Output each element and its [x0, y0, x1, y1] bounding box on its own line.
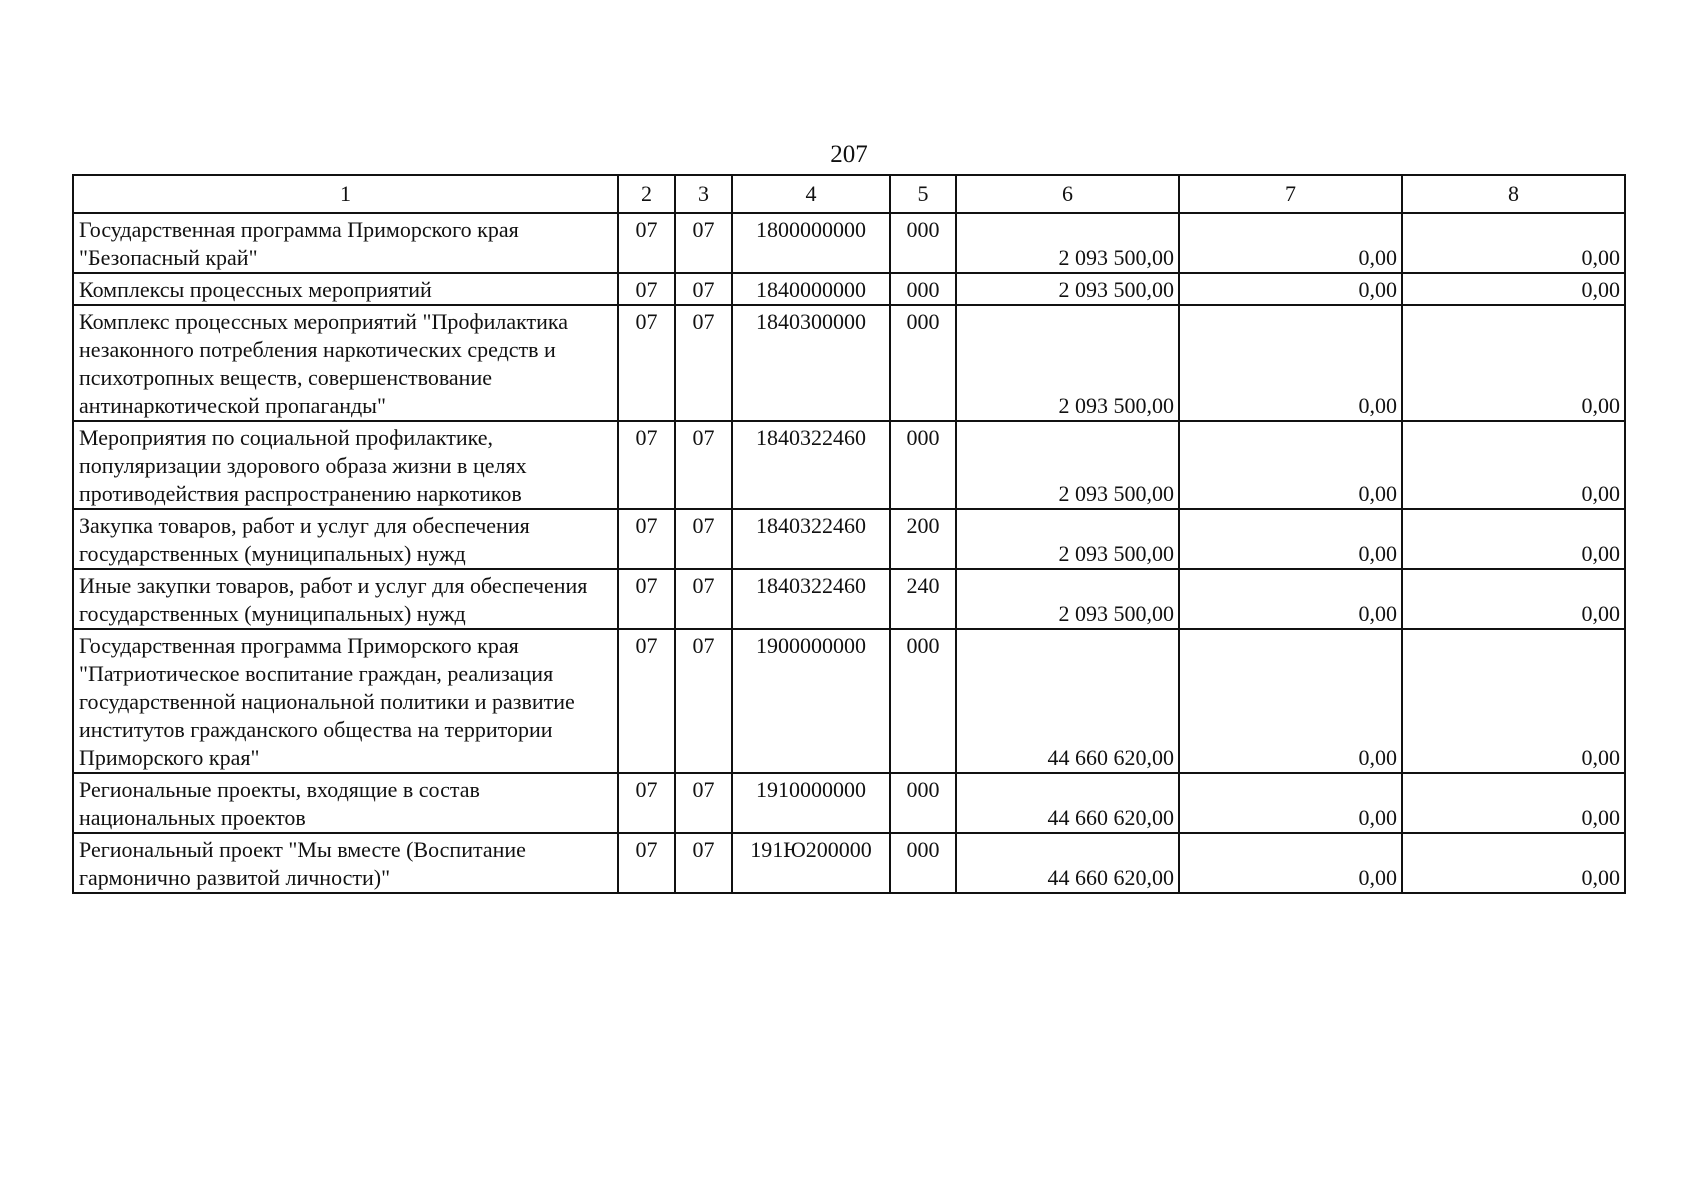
table-row	[73, 833, 1625, 893]
amount-col-8-cell: 0,00	[1402, 273, 1625, 305]
amount-col-6-cell: 44 660 620,00	[956, 833, 1179, 893]
amount-col-8-cell: 0,00	[1402, 213, 1625, 273]
target-article-cell: 1840322460	[732, 569, 890, 629]
amount-col-7-cell: 0,00	[1179, 569, 1402, 629]
header-row	[73, 175, 1625, 213]
row-name-cell: Государственная программа Приморского края "Патриотическое воспитание граждан, реализация государственной национальной политики и развитие институтов гражданского общества на территории Приморского края"	[73, 629, 618, 773]
amount-col-8-cell: 0,00	[1402, 569, 1625, 629]
amount-col-7-cell: 0,00	[1179, 773, 1402, 833]
table-row	[73, 421, 1625, 509]
table-row	[73, 773, 1625, 833]
section-code-cell: 07	[618, 629, 675, 773]
page-number: 207	[830, 141, 868, 168]
row-name-cell: Закупка товаров, работ и услуг для обеспечения государственных (муниципальных) нужд	[73, 509, 618, 569]
table-row	[73, 305, 1625, 421]
row-name-cell: Региональный проект "Мы вместе (Воспитание гармонично развитой личности)"	[73, 833, 618, 893]
amount-col-7-cell: 0,00	[1179, 421, 1402, 509]
header-col-4: 4	[732, 175, 890, 213]
amount-col-6-cell: 2 093 500,00	[956, 273, 1179, 305]
subsection-code-cell: 07	[675, 273, 732, 305]
table-row	[73, 213, 1625, 273]
subsection-code-cell: 07	[675, 421, 732, 509]
amount-col-7-cell: 0,00	[1179, 833, 1402, 893]
amount-col-7-cell: 0,00	[1179, 629, 1402, 773]
section-code-cell: 07	[618, 273, 675, 305]
amount-col-7-cell: 0,00	[1179, 305, 1402, 421]
expense-type-cell: 000	[890, 273, 956, 305]
target-article-cell: 1910000000	[732, 773, 890, 833]
budget-table	[72, 174, 1626, 894]
target-article-cell: 1800000000	[732, 213, 890, 273]
header-col-7: 7	[1179, 175, 1402, 213]
subsection-code-cell: 07	[675, 509, 732, 569]
expense-type-cell: 000	[890, 773, 956, 833]
table-row	[73, 629, 1625, 773]
subsection-code-cell: 07	[675, 833, 732, 893]
target-article-cell: 1840300000	[732, 305, 890, 421]
amount-col-6-cell: 2 093 500,00	[956, 509, 1179, 569]
section-code-cell: 07	[618, 509, 675, 569]
subsection-code-cell: 07	[675, 305, 732, 421]
target-article-cell: 1840322460	[732, 509, 890, 569]
section-code-cell: 07	[618, 773, 675, 833]
row-name-cell: Комплексы процессных мероприятий	[73, 273, 618, 305]
row-name-cell: Иные закупки товаров, работ и услуг для обеспечения государственных (муниципальных) нужд	[73, 569, 618, 629]
expense-type-cell: 200	[890, 509, 956, 569]
table-row	[73, 273, 1625, 305]
amount-col-6-cell: 2 093 500,00	[956, 421, 1179, 509]
expense-type-cell: 000	[890, 213, 956, 273]
expense-type-cell: 000	[890, 629, 956, 773]
amount-col-7-cell: 0,00	[1179, 509, 1402, 569]
amount-col-6-cell: 2 093 500,00	[956, 305, 1179, 421]
subsection-code-cell: 07	[675, 213, 732, 273]
amount-col-8-cell: 0,00	[1402, 833, 1625, 893]
expense-type-cell: 240	[890, 569, 956, 629]
target-article-cell: 1840000000	[732, 273, 890, 305]
amount-col-7-cell: 0,00	[1179, 273, 1402, 305]
row-name-cell: Комплекс процессных мероприятий "Профилактика незаконного потребления наркотических средств и психотропных веществ, совершенствование антинаркотической пропаганды"	[73, 305, 618, 421]
table-body	[73, 213, 1625, 893]
header-col-5: 5	[890, 175, 956, 213]
subsection-code-cell: 07	[675, 569, 732, 629]
header-col-6: 6	[956, 175, 1179, 213]
amount-col-8-cell: 0,00	[1402, 773, 1625, 833]
amount-col-8-cell: 0,00	[1402, 305, 1625, 421]
section-code-cell: 07	[618, 833, 675, 893]
amount-col-6-cell: 2 093 500,00	[956, 213, 1179, 273]
amount-col-8-cell: 0,00	[1402, 421, 1625, 509]
row-name-cell: Мероприятия по социальной профилактике, популяризации здорового образа жизни в целях противодействия распространению наркотиков	[73, 421, 618, 509]
header-col-8: 8	[1402, 175, 1625, 213]
amount-col-6-cell: 2 093 500,00	[956, 569, 1179, 629]
amount-col-8-cell: 0,00	[1402, 629, 1625, 773]
subsection-code-cell: 07	[675, 773, 732, 833]
target-article-cell: 191Ю200000	[732, 833, 890, 893]
row-name-cell: Региональные проекты, входящие в состав национальных проектов	[73, 773, 618, 833]
header-col-1: 1	[73, 175, 618, 213]
subsection-code-cell: 07	[675, 629, 732, 773]
expense-type-cell: 000	[890, 421, 956, 509]
amount-col-6-cell: 44 660 620,00	[956, 629, 1179, 773]
section-code-cell: 07	[618, 305, 675, 421]
section-code-cell: 07	[618, 213, 675, 273]
section-code-cell: 07	[618, 421, 675, 509]
section-code-cell: 07	[618, 569, 675, 629]
expense-type-cell: 000	[890, 833, 956, 893]
expense-type-cell: 000	[890, 305, 956, 421]
table-row	[73, 509, 1625, 569]
target-article-cell: 1840322460	[732, 421, 890, 509]
amount-col-8-cell: 0,00	[1402, 509, 1625, 569]
table-row	[73, 569, 1625, 629]
target-article-cell: 1900000000	[732, 629, 890, 773]
header-col-2: 2	[618, 175, 675, 213]
amount-col-6-cell: 44 660 620,00	[956, 773, 1179, 833]
amount-col-7-cell: 0,00	[1179, 213, 1402, 273]
row-name-cell: Государственная программа Приморского края "Безопасный край"	[73, 213, 618, 273]
header-col-3: 3	[675, 175, 732, 213]
